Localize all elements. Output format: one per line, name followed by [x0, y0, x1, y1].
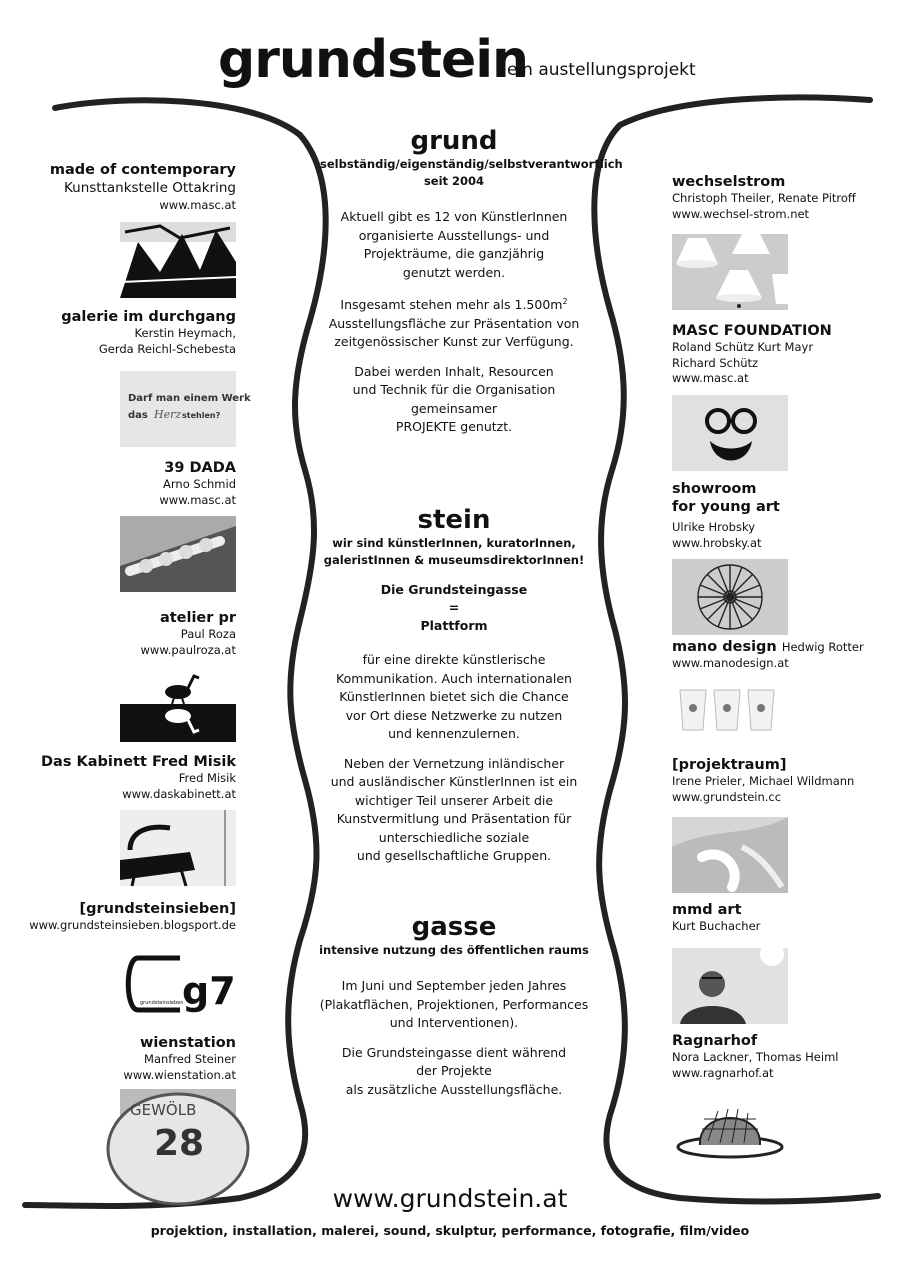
- frame-top-left-curve: [55, 100, 300, 135]
- venue-title: MASC FOUNDATION: [672, 323, 832, 339]
- venue-title: made of contemporary: [49, 162, 236, 178]
- venue-title: [projektraum]: [672, 757, 787, 773]
- venue-image: [120, 222, 236, 298]
- venue-subtitle: Kunsttankstelle Ottakring: [63, 180, 236, 196]
- thumb-text: stehlen?: [182, 411, 221, 420]
- venue-url[interactable]: www.wienstation.at: [123, 1067, 236, 1082]
- thumb-text: GEWÖLB: [130, 1101, 197, 1119]
- section-grund: [320, 126, 623, 448]
- venue-image: [672, 559, 788, 635]
- venue-artist: Christoph Theiler, Renate Pitroff: [672, 191, 856, 205]
- venue-url[interactable]: www.paulroza.at: [140, 642, 236, 657]
- venue-title: showroom: [672, 481, 757, 497]
- bold-line: Plattform: [420, 618, 488, 633]
- venue-atelier-pr: [30, 609, 236, 742]
- venue-url[interactable]: www.wechsel-strom.net: [672, 206, 810, 221]
- venue-ragnarhof: [672, 1032, 882, 1165]
- section-stein: [320, 505, 588, 877]
- thumb-text: das: [128, 410, 148, 421]
- venue-title: mano design Hedwig Rotter: [672, 639, 864, 655]
- venue-url[interactable]: www.manodesign.at: [672, 656, 789, 670]
- venue-image: [672, 817, 788, 893]
- paragraph: Neben der Vernetzung inländischer und ausländischer KünstlerInnen ist ein wichtiger Teil unserer Arbeit die Kunstvermitlung und Präsentation für unterschiedliche soziale und gesellschaftliche Gruppen.: [330, 755, 578, 863]
- logo-text: grundsteinsieben: [140, 999, 184, 1006]
- paragraph: Dabei werden Inhalt, Resourcen und Technik für die Organisation gemeinsamer PROJEKTE genutzt.: [352, 363, 556, 435]
- venue-url[interactable]: www.grundstein.cc: [672, 789, 782, 804]
- venue-title: for young art: [672, 499, 780, 515]
- venue-artist: Paul Roza: [180, 627, 236, 641]
- page-subtitle: ein austellungsprojekt: [507, 60, 696, 80]
- paragraph: Im Juni und September jeden Jahres (Plakatflächen, Projektionen, Performances und Interventionen).: [319, 978, 589, 1030]
- venue-image: [672, 395, 788, 471]
- venue-das-kabinett: [30, 753, 236, 886]
- footer-tags: projektion, installation, malerei, sound, skulptur, performance, fotografie, film/video: [150, 1223, 750, 1238]
- bold-line: =: [448, 600, 460, 615]
- thumb-text: Herz: [154, 408, 182, 421]
- venue-title: Ragnarhof: [672, 1033, 758, 1049]
- venue-mano-design: [672, 638, 882, 756]
- venue-title: Das Kabinett Fred Misik: [41, 754, 236, 770]
- venue-title: [grundsteinsieben]: [79, 901, 236, 917]
- venue-image: [672, 948, 788, 1024]
- venue-image: [120, 666, 236, 742]
- section-subtitle: galeristInnen & museumsdirektorInnen!: [323, 553, 585, 567]
- venue-artist: Roland Schütz Kurt Mayr: [672, 340, 814, 354]
- venue-masc-foundation: [672, 322, 882, 471]
- section-subtitle: seit 2004: [423, 174, 485, 188]
- venue-image: [120, 1089, 236, 1165]
- venue-artist: Irene Prieler, Michael Wildmann: [672, 774, 855, 788]
- venue-image: [672, 1089, 788, 1165]
- venue-artist: Ulrike Hrobsky: [672, 520, 756, 534]
- frame-top-right-curve: [620, 98, 870, 125]
- venue-image: [120, 516, 236, 592]
- venue-url[interactable]: www.daskabinett.at: [122, 786, 236, 801]
- venue-showroom: [672, 480, 882, 635]
- venue-url[interactable]: www.masc.at: [672, 371, 749, 385]
- venue-galerie-im-durchgang: [30, 308, 251, 447]
- paragraph: Insgesamt stehen mehr als $1.500m^2$ Ausstellungsfläche zur Präsentation von zeitgenössischer Kunst zur Verfügung.: [328, 297, 580, 350]
- venue-artist: Manfred Steiner: [144, 1052, 236, 1066]
- thumb-text: Darf man einem Werk: [128, 393, 251, 404]
- footer-url[interactable]: www.grundstein.at: [332, 1184, 568, 1213]
- page-title: grundstein: [218, 30, 529, 90]
- venue-image: [672, 680, 788, 756]
- section-gasse: [310, 912, 598, 1110]
- section-subtitle: intensive nutzung des öffentlichen raums: [319, 943, 589, 957]
- venue-logo: [120, 946, 236, 1022]
- venue-title: 39 DADA: [164, 460, 236, 476]
- venue-artist: Richard Schütz: [672, 355, 759, 370]
- venue-image: [120, 371, 251, 447]
- venue-made-of-contemporary: [30, 161, 236, 298]
- section-subtitle: selbständig/eigenständig/selbstverantwortlich: [320, 157, 623, 171]
- section-title: stein: [417, 505, 491, 535]
- venue-title: wechselstrom: [672, 174, 786, 190]
- venue-url[interactable]: www.ragnarhof.at: [672, 1065, 774, 1080]
- paragraph: Aktuell gibt es 12 von KünstlerInnen organisierte Ausstellungs- und Projekträume, die ganzjährig genutzt werden.: [340, 209, 568, 280]
- venue-wienstation: [30, 1034, 236, 1165]
- venue-title: atelier pr: [159, 610, 236, 626]
- section-title: gasse: [411, 912, 497, 942]
- paragraph: Die Grundsteingasse dient während der Projekte als zusätzliche Ausstellungsfläche.: [341, 1044, 567, 1097]
- venue-title: wienstation: [139, 1035, 236, 1051]
- venue-artist: Kerstin Heymach,: [134, 326, 236, 340]
- venue-artist: Gerda Reichl-Schebesta: [98, 341, 236, 356]
- venue-artist: Nora Lackner, Thomas Heiml: [672, 1050, 839, 1064]
- venue-projektraum: [672, 756, 882, 893]
- venue-url[interactable]: www.hrobsky.at: [672, 535, 762, 550]
- venue-grundsteinsieben: [20, 900, 236, 1022]
- section-subtitle: wir sind künstlerInnen, kuratorInnen,: [332, 536, 576, 550]
- venue-artist: Kurt Buchacher: [672, 919, 761, 933]
- venue-title: mmd art: [672, 902, 742, 918]
- venue-artist: Hedwig Rotter: [781, 640, 864, 654]
- venue-artist: Arno Schmid: [163, 477, 236, 491]
- venue-url[interactable]: www.masc.at: [159, 198, 236, 212]
- venue-wechselstrom: [672, 173, 882, 310]
- venue-url[interactable]: www.grundsteinsieben.blogsport.de: [29, 918, 236, 932]
- venue-39-dada: [30, 459, 236, 592]
- logo-text: g7: [182, 968, 236, 1013]
- bold-line: Die Grundsteingasse: [380, 582, 528, 597]
- venue-url[interactable]: www.masc.at: [159, 492, 236, 507]
- venue-artist: Fred Misik: [178, 771, 236, 785]
- section-title: grund: [410, 126, 498, 156]
- thumb-text: 28: [154, 1123, 205, 1164]
- venue-image: [672, 234, 788, 310]
- venue-image: [120, 810, 236, 886]
- paragraph: für eine direkte künstlerische Kommunikation. Auch internationalen KünstlerInnen bietet sich die Chance vor Ort diese Netzwerke zu nutzen und kennenzulernen.: [336, 652, 572, 741]
- venue-title: galerie im durchgang: [61, 309, 236, 325]
- venue-mmd-art: [672, 901, 882, 1024]
